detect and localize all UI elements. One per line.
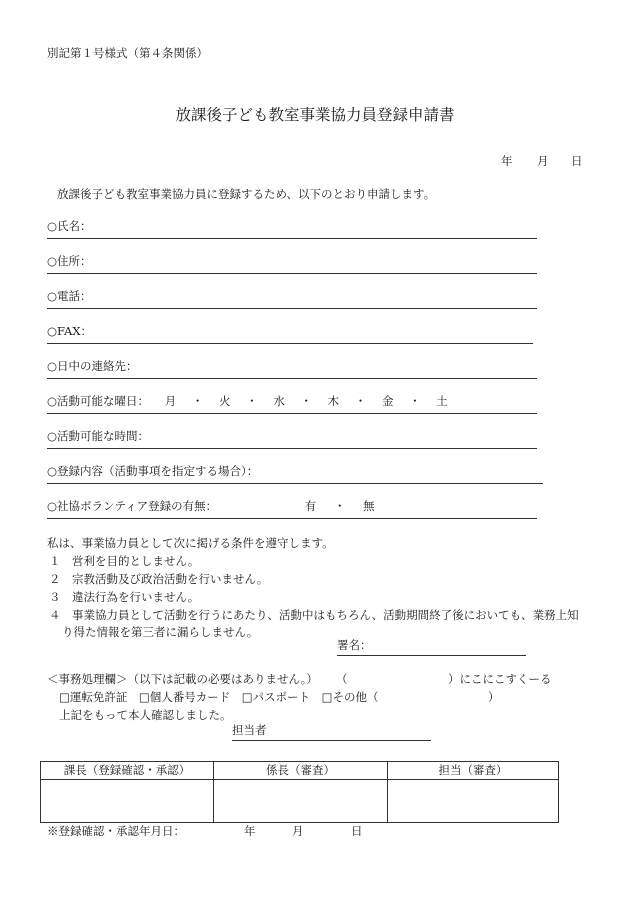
day-monday[interactable]: 月 — [164, 394, 177, 408]
office-heading: ＜事務処理欄＞（以下は記載の必要はありません。） — [47, 672, 318, 686]
daytime-contact-label: ○日中の連絡先： — [47, 359, 138, 373]
address-label: ○住所： — [47, 254, 92, 268]
stamp-header-manager: 課長（登録確認・承認） — [41, 762, 214, 780]
registration-content-field[interactable] — [47, 466, 543, 484]
volunteer-registration-label: ○社協ボランティア登録の有無： — [47, 499, 218, 513]
signature-label: 署名： — [337, 638, 372, 652]
fax-label: ○FAX： — [47, 324, 93, 338]
stamp-cell-staff[interactable] — [388, 780, 559, 823]
fax-field[interactable] — [47, 326, 533, 344]
name-label: ○氏名： — [47, 219, 92, 233]
phone-label: ○電話： — [47, 289, 92, 303]
available-days-label: ○活動可能な曜日： — [47, 394, 150, 408]
approval-date-month: 月 — [292, 824, 304, 838]
available-hours-label: ○活動可能な時間： — [47, 429, 150, 443]
day-wednesday[interactable]: 水 — [273, 394, 285, 408]
signature-field[interactable] — [337, 640, 526, 656]
id-document-checks[interactable]: □運転免許証 □個人番号カード □パスポート □その他（ — [59, 690, 379, 704]
pledge-item: ２ 宗教活動及び政治活動を行いません。 — [49, 572, 269, 586]
day-tuesday[interactable]: 火 — [219, 394, 231, 408]
volunteer-yes-option[interactable]: 有 — [304, 499, 317, 513]
registration-content-label: ○登録内容（活動事項を指定する場合）： — [47, 464, 259, 478]
day-separator: ・ — [409, 394, 421, 408]
date-day: 日 — [571, 154, 583, 168]
stamp-header-chief: 係長（審査） — [214, 762, 388, 780]
date-year: 年 — [501, 154, 513, 168]
office-paren-open: （ — [336, 672, 348, 686]
name-field[interactable] — [47, 221, 537, 239]
day-separator: ・ — [246, 394, 258, 408]
day-thursday[interactable]: 木 — [327, 394, 340, 408]
phone-field[interactable] — [47, 291, 537, 309]
daytime-contact-field[interactable] — [47, 361, 537, 379]
day-saturday[interactable]: 土 — [436, 394, 448, 408]
stamp-cell-manager[interactable] — [41, 780, 214, 823]
volunteer-registration-field[interactable] — [47, 501, 537, 519]
staff-field[interactable] — [232, 725, 431, 741]
intro-text: 放課後子ども教室事業協力員に登録するため、以下のとおり申請します。 — [57, 187, 436, 201]
pledge-item: ３ 違法行為を行いません。 — [49, 590, 200, 604]
stamp-cell-chief[interactable] — [214, 780, 388, 823]
approval-date-year: 年 — [244, 824, 256, 838]
stamp-header-staff: 担当（審査） — [388, 762, 559, 780]
approval-stamp-table — [40, 761, 559, 823]
pledge-item-continued: り得た情報を第三者に漏らしません。 — [62, 625, 259, 639]
date-month: 月 — [537, 154, 549, 168]
day-friday[interactable]: 金 — [381, 394, 394, 408]
form-label: 別記第１号様式（第４条関係） — [47, 46, 208, 60]
pledge-heading: 私は、事業協力員として次に掲げる条件を遵守します。 — [47, 536, 334, 550]
available-hours-field[interactable] — [47, 431, 537, 449]
day-separator: ・ — [191, 394, 204, 408]
pledge-item: ４ 事業協力員として活動を行うにあたり、活動中はもちろん、活動期間終了後においても、業務上知 — [49, 608, 579, 622]
identity-confirmation: 上記をもって本人確認しました。 — [59, 708, 232, 722]
staff-label: 担当者 — [232, 723, 267, 737]
volunteer-no-option[interactable]: 無 — [363, 499, 375, 513]
day-separator: ・ — [354, 394, 367, 408]
day-separator: ・ — [300, 394, 312, 408]
approval-date-label: ※登録確認・承認年月日： — [47, 824, 185, 838]
approval-date-day: 日 — [351, 824, 363, 838]
office-school-name: ）にこにこすくーる — [448, 672, 552, 686]
id-other-paren-close: ） — [488, 690, 500, 704]
available-days-field[interactable] — [47, 396, 537, 414]
page-title: 放課後子ども教室事業協力員登録申請書 — [175, 106, 455, 124]
volunteer-separator: ・ — [333, 499, 346, 513]
address-field[interactable] — [47, 256, 537, 274]
pledge-item: １ 営利を目的としません。 — [49, 554, 200, 568]
